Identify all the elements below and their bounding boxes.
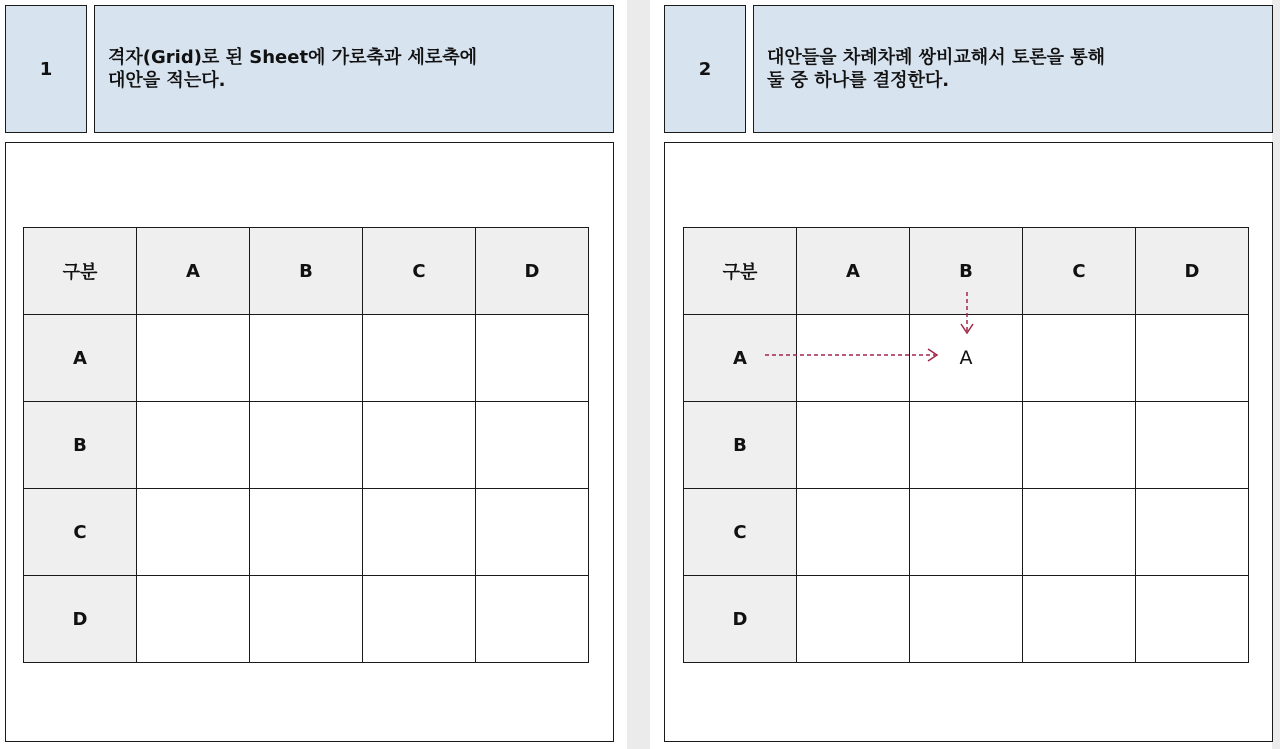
grid-cell: [363, 402, 476, 489]
grid-cell: [1136, 315, 1249, 402]
grid-row: [24, 576, 589, 663]
grid-header-row: [24, 228, 589, 315]
grid-row-header: A: [24, 315, 137, 402]
step-1-grid: [23, 227, 589, 663]
grid-cell: [250, 489, 363, 576]
grid-cell: [797, 402, 910, 489]
step-2-description-box: [753, 5, 1273, 133]
grid-row-header: D: [24, 576, 137, 663]
grid-column-header: D: [1136, 228, 1249, 315]
grid-cell: [476, 315, 589, 402]
grid-cell-result: A: [910, 315, 1023, 402]
step-2-number: 2: [698, 58, 712, 80]
grid-cell: [1023, 402, 1136, 489]
step-1-description-line-2: 대안을 적는다.: [108, 70, 226, 91]
grid-row: [24, 315, 589, 402]
step-2-description-line-2: 둘 중 하나를 결정한다.: [767, 70, 950, 91]
grid-column-header: D: [476, 228, 589, 315]
grid-row: [684, 489, 1249, 576]
grid-cell: [476, 489, 589, 576]
grid-row: [24, 402, 589, 489]
grid-cell: [137, 576, 250, 663]
grid-cell: [910, 489, 1023, 576]
grid-column-header: B: [910, 228, 1023, 315]
grid-cell: [250, 315, 363, 402]
gutter-middle: [627, 0, 650, 749]
grid-cell: [797, 315, 910, 402]
grid-cell: [1136, 402, 1249, 489]
grid-row: [24, 489, 589, 576]
step-2-number-box: [664, 5, 746, 133]
grid-column-header: A: [797, 228, 910, 315]
gutter-right: [1272, 0, 1280, 749]
grid-row-header: B: [684, 402, 797, 489]
grid-column-header: A: [137, 228, 250, 315]
grid-cell: [910, 402, 1023, 489]
grid-corner-cell: 구분: [684, 228, 797, 315]
grid-cell: [1023, 315, 1136, 402]
grid-cell: [250, 402, 363, 489]
step-2-description-line-1: 대안들을 차례차례 쌍비교해서 토론을 통해: [767, 47, 1106, 68]
grid-row-header: B: [24, 402, 137, 489]
grid-row: [684, 402, 1249, 489]
grid-cell: [137, 402, 250, 489]
grid-cell: [910, 576, 1023, 663]
grid-cell: [1023, 489, 1136, 576]
step-1-number-box: [5, 5, 87, 133]
grid-row-header: D: [684, 576, 797, 663]
grid-cell: [137, 489, 250, 576]
grid-cell: [476, 576, 589, 663]
grid-cell: [137, 315, 250, 402]
grid-row-header: C: [684, 489, 797, 576]
grid-cell: [363, 576, 476, 663]
grid-row-header: C: [24, 489, 137, 576]
step-2-grid: [683, 227, 1249, 663]
grid-cell: [797, 489, 910, 576]
grid-row-header: A: [684, 315, 797, 402]
grid-cell: [1136, 489, 1249, 576]
grid-row: [684, 576, 1249, 663]
grid-header-row: [684, 228, 1249, 315]
grid-cell: [363, 315, 476, 402]
grid-cell: [1136, 576, 1249, 663]
grid-cell: [250, 576, 363, 663]
grid-column-header: C: [1023, 228, 1136, 315]
grid-cell: [1023, 576, 1136, 663]
grid-cell: [476, 402, 589, 489]
grid-row: [684, 315, 1249, 402]
grid-column-header: B: [250, 228, 363, 315]
step-1-description-line-1: 격자(Grid)로 된 Sheet에 가로축과 세로축에: [108, 47, 478, 68]
grid-corner-cell: 구분: [24, 228, 137, 315]
grid-column-header: C: [363, 228, 476, 315]
step-1-description-box: [94, 5, 614, 133]
grid-cell: [797, 576, 910, 663]
grid-cell: [363, 489, 476, 576]
step-1-number: 1: [39, 58, 53, 80]
